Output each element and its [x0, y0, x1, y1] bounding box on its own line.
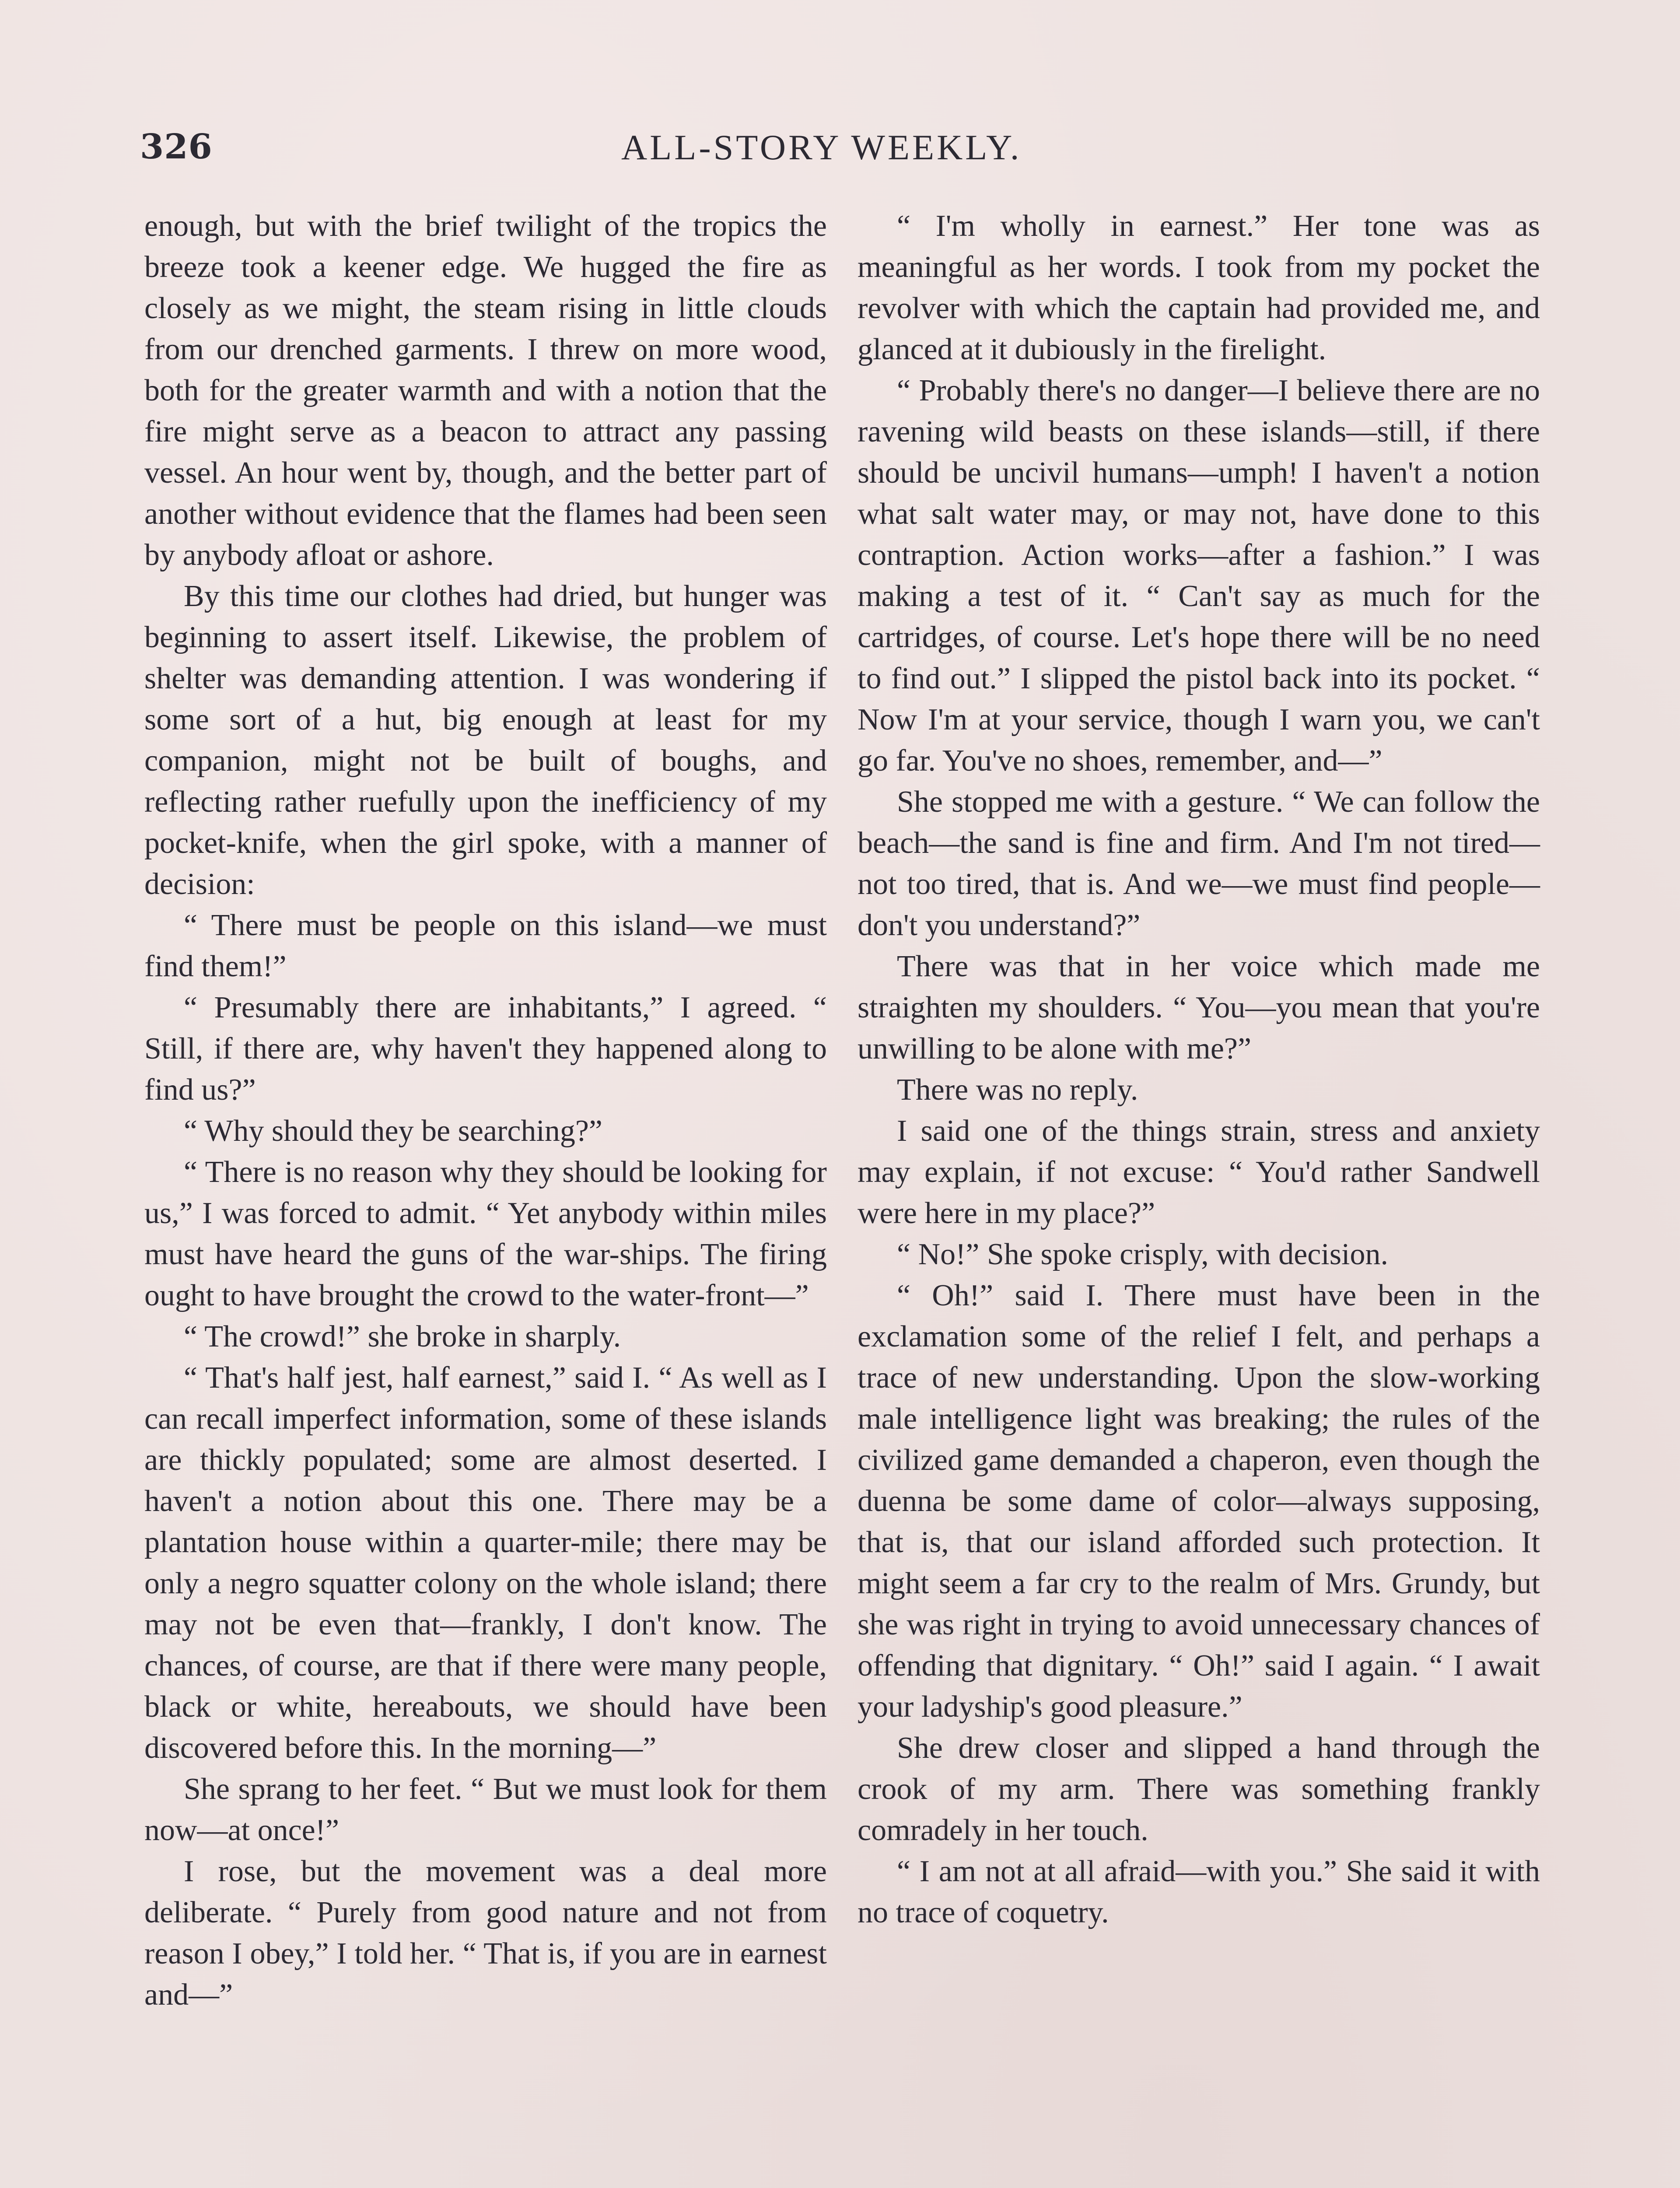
paragraph: I said one of the things strain, stress and anxiety may explain, if not excuse: “ You'd rather Sandwell were here in my place?” [858, 1114, 1540, 1230]
paragraph: “ Presumably there are inhabitants,” I agreed. “ Still, if there are, why haven't they happened along to find us?” [144, 991, 827, 1107]
paragraph: enough, but with the brief twilight of the tropics the breeze took a keener edge. We hugged the fire as closely as we might, the steam rising in little clouds from our drenched garments. I threw on more wood, both for the greater warmth and with a notion that the fire might serve as a beacon to attract any passing vessel. An hour went by, though, and the better part of another without evidence that the flames had been seen by anybody afloat or ashore. [144, 209, 827, 572]
paragraph: “ There is no reason why they should be looking for us,” I was forced to admit. “ Yet anybody within miles must have heard the guns of the war-ships. The firing ought to have brought the crowd to the water-front—” [144, 1155, 827, 1312]
right-column [858, 206, 1540, 1933]
paragraph: “ Why should they be searching?” [184, 1114, 602, 1148]
paragraph: I rose, but the movement was a deal more deliberate. “ Purely from good nature and not from reason I obey,” I told her. “ That is, if you are in earnest and—” [144, 1855, 827, 2012]
paragraph: “ I am not at all afraid—with you.” She said it with no trace of coquetry. [858, 1855, 1540, 1929]
left-column [144, 206, 827, 2016]
paragraph: There was that in her voice which made me straighten my shoulders. “ You—you mean that you're unwilling to be alone with me?” [858, 950, 1540, 1066]
paragraph: “ Probably there's no danger—I believe there are no ravening wild beasts on these islands—still, if there should be uncivil humans—umph! I haven't a notion what salt water may, or may not, have done to this contraption. Action works—after a fashion.” I was making a test of it. “ Can't say as much for the cartridges, of course. Let's hope there will be no need to find out.” I slipped the pistol back into its pocket. “ Now I'm at your service, though I warn you, we can't go far. You've no shoes, remember, and—” [858, 374, 1540, 778]
page-header [140, 127, 1540, 175]
paragraph: “ No!” She spoke crisply, with decision. [897, 1238, 1389, 1271]
paragraph: She drew closer and slipped a hand through the crook of my arm. There was something frankly comradely in her touch. [858, 1731, 1540, 1847]
paragraph: “ I'm wholly in earnest.” Her tone was as meaningful as her words. I took from my pocket the revolver with which the captain had provided me, and glanced at it dubiously in the firelight. [858, 209, 1540, 366]
paragraph: “ There must be people on this island—we must find them!” [144, 908, 827, 983]
paragraph: She sprang to her feet. “ But we must look for them now—at once!” [144, 1772, 827, 1847]
paragraph: She stopped me with a gesture. “ We can follow the beach—the sand is fine and firm. And I'm not tired—not too tired, that is. And we—we must find people—don't you understand?” [858, 785, 1540, 942]
paragraph: There was no reply. [897, 1073, 1138, 1107]
running-head: ALL-STORY WEEKLY. [621, 127, 1022, 167]
page-number: 326 [140, 127, 213, 167]
paragraph: “ That's half jest, half earnest,” said I. “ As well as I can recall imperfect information, some of these islands are thickly populated; some are almost deserted. I haven't a notion about this one. There may be a plantation house within a quarter-mile; there may be only a negro squatter colony on the whole island; there may not be even that—frankly, I don't know. The chances, of course, are that if there were many people, black or white, hereabouts, we should have been discovered before this. In the morning—” [144, 1361, 827, 1765]
paragraph: “ The crowd!” she broke in sharply. [184, 1320, 621, 1353]
paragraph: By this time our clothes had dried, but hunger was beginning to assert itself. Likewise, the problem of shelter was demanding attention. I was wondering if some sort of a hut, big enough at least for my companion, might not be built of boughs, and reflecting rather ruefully upon the inefficiency of my pocket-knife, when the girl spoke, with a manner of decision: [144, 579, 827, 901]
paragraph: “ Oh!” said I. There must have been in the exclamation some of the relief I felt, and perhaps a trace of new understanding. Upon the slow-working male intelligence light was breaking; the rules of the civilized game demanded a chaperon, even though the duenna be some dame of color—always supposing, that is, that our island afforded such protection. It might seem a far cry to the realm of Mrs. Grundy, but she was right in trying to avoid unnecessary chances of offending that dignitary. “ Oh!” said I again. “ I await your ladyship's good pleasure.” [858, 1279, 1540, 1724]
